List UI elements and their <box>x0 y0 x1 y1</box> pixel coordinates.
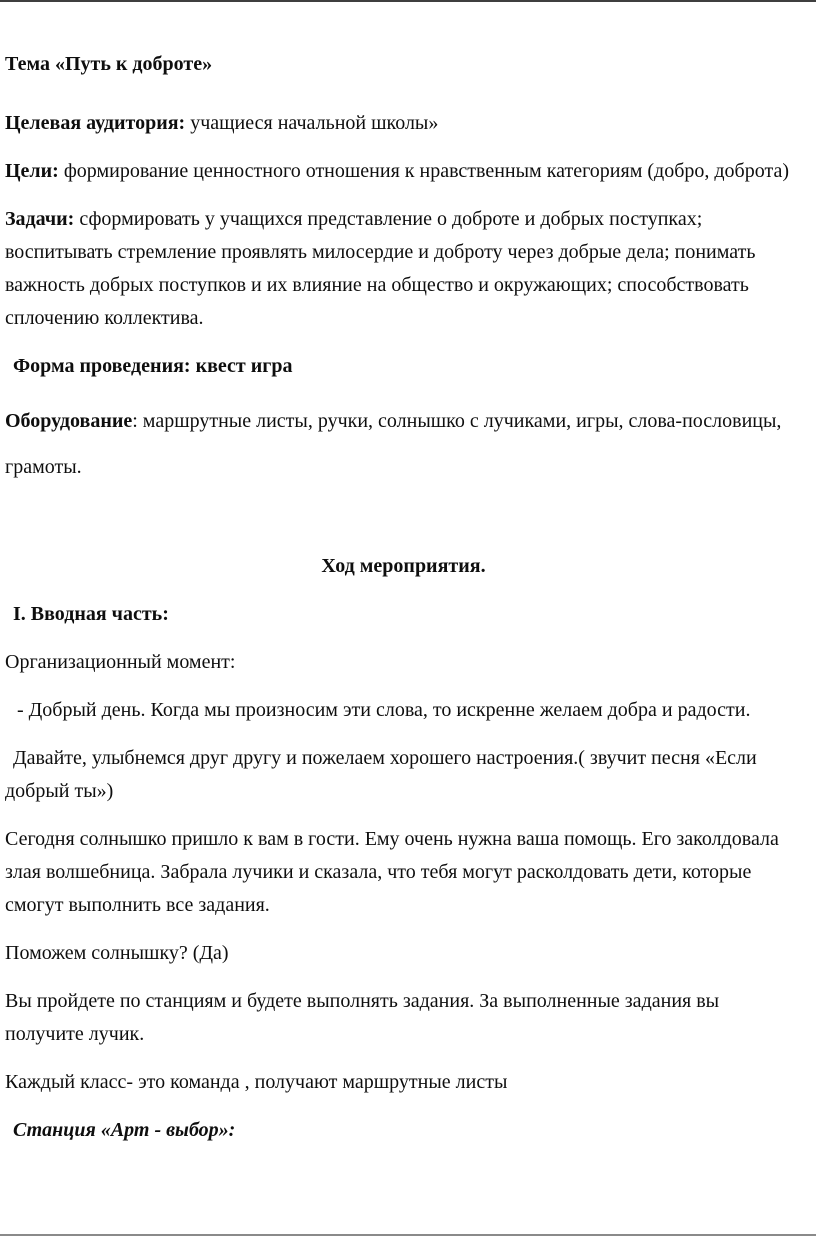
audience-text: учащиеся начальной школы» <box>185 112 439 134</box>
format-label: Форма проведения: квест игра <box>13 355 293 377</box>
stations-info-paragraph <box>5 985 802 1051</box>
org-moment-paragraph <box>5 646 802 679</box>
equipment-paragraph <box>5 398 802 490</box>
section1-paragraph <box>5 598 802 631</box>
stations-info-text: Вы пройдете по станциям и будете выполнять задания. За выполненные задания вы получите лучик. <box>5 990 720 1045</box>
greeting-paragraph <box>5 694 802 727</box>
equipment-label: Оборудование <box>5 410 133 432</box>
help-question-text: Поможем солнышку? (Да) <box>5 942 229 964</box>
teams-paragraph <box>5 1066 802 1099</box>
teams-text: Каждый класс- это команда , получают маршрутные листы <box>5 1071 508 1093</box>
audience-paragraph <box>5 107 802 140</box>
equipment-text: : маршрутные листы, ручки, солнышко с лучиками, игры, слова-пословицы, грамоты. <box>5 410 782 478</box>
goals-text: формирование ценностного отношения к нравственным категориям (добро, доброта) <box>58 160 789 182</box>
smile-paragraph <box>5 742 802 808</box>
section1-title: I. Вводная часть: <box>13 603 169 625</box>
event-heading: Ход мероприятия. <box>321 555 486 577</box>
help-question-paragraph <box>5 937 802 970</box>
tasks-text: сформировать у учащихся представление о доброте и добрых поступках; воспитывать стремление проявлять милосердие и доброту через добрые дела; понимать важность добрых поступков и их влияние на общество и окружающих; способствовать сплочению коллектива. <box>5 208 756 329</box>
smile-text: Давайте, улыбнемся друг другу и пожелаем хорошего настроения.( звучит песня «Если добрый ты») <box>5 747 757 802</box>
station-art-paragraph <box>5 1114 802 1147</box>
goals-label: Цели: <box>5 160 59 182</box>
tasks-label: Задачи: <box>5 208 75 230</box>
event-heading-paragraph <box>5 550 802 583</box>
doc-title: Тема «Путь к доброте» <box>5 53 213 75</box>
sun-story-paragraph <box>5 823 802 922</box>
station-art-title <box>13 1119 235 1141</box>
doc-title-paragraph <box>5 48 802 81</box>
station-art-title-text: Станция «Арт - выбор»: <box>13 1119 236 1141</box>
goals-paragraph <box>5 155 802 188</box>
sun-story-text: Сегодня солнышко пришло к вам в гости. Ему очень нужна ваша помощь. Его заколдовала злая волшебница. Забрала лучики и сказала, что тебя могут расколдовать дети, которые смогут выполнить все задания. <box>5 828 779 916</box>
audience-label: Целевая аудитория: <box>5 112 186 134</box>
greeting-text: - Добрый день. Когда мы произносим эти слова, то искренне желаем добра и радости. <box>17 699 751 721</box>
org-moment-text: Организационный момент: <box>5 651 236 673</box>
tasks-paragraph <box>5 203 802 335</box>
format-paragraph <box>5 350 802 383</box>
